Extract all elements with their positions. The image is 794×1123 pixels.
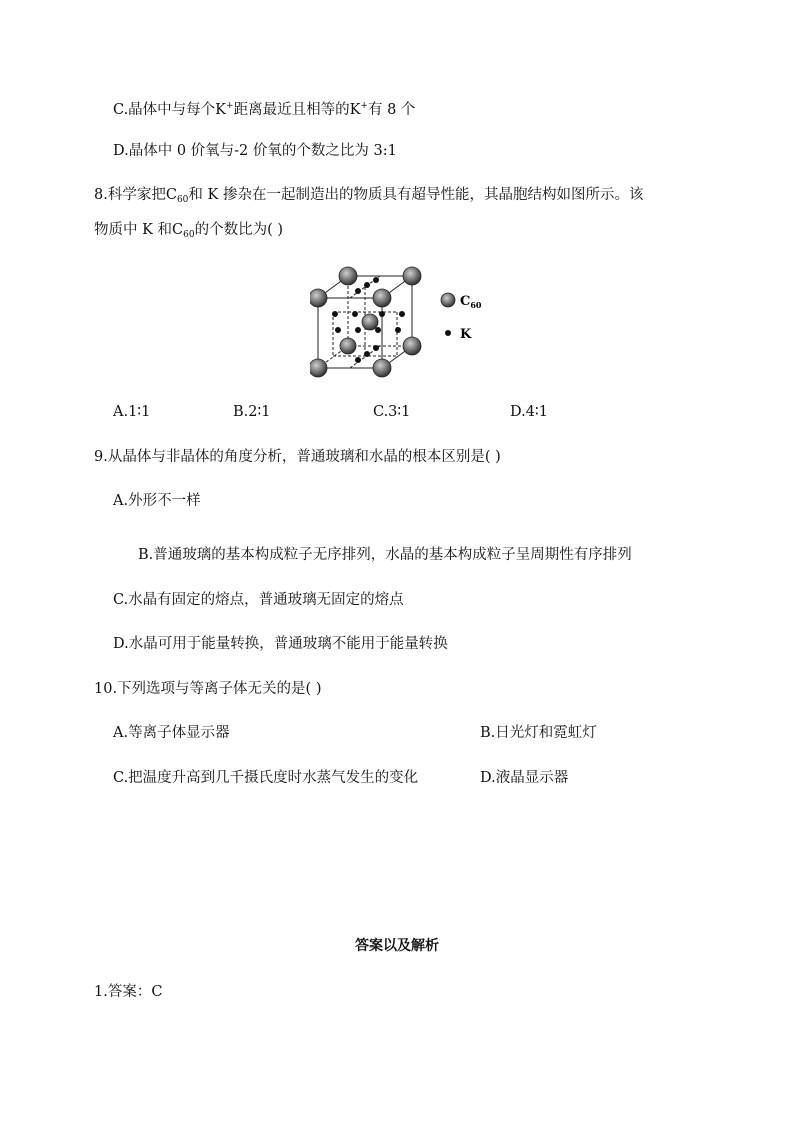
c60-atom — [373, 359, 391, 377]
c60-atom — [373, 289, 391, 307]
q9-option-c: C.水晶有固定的熔点，普通玻璃无固定的熔点 — [113, 592, 404, 608]
answers-title: 答案以及解析 — [355, 938, 439, 954]
q8-stem-line-2 — [94, 220, 283, 245]
q7-optc-text-2: 距离最近且相等的K — [233, 102, 361, 118]
k-atom — [352, 311, 358, 317]
q10-option-a: A.等离子体显示器 — [113, 725, 230, 741]
q9-option-a: A.外形不一样 — [113, 493, 201, 509]
q7-optc-text-3: 有 8 个 — [367, 102, 416, 118]
q8-option-c: C.3∶1 — [373, 404, 411, 420]
legend-c60-base: C — [460, 294, 471, 309]
q8-line2-text-2: 的个数比为( ) — [194, 222, 284, 238]
q8-line1-sub: 60 — [176, 195, 189, 205]
q7-optc-sup-2: + — [360, 101, 368, 111]
q8-line2-sub: 60 — [183, 230, 195, 240]
q9-stem: 9.从晶体与非晶体的角度分析，普通玻璃和水晶的根本区别是( ) — [94, 449, 501, 465]
c60-atom — [310, 289, 327, 307]
q8-option-b: B.2∶1 — [233, 404, 271, 420]
k-atom — [332, 311, 338, 317]
legend-k-icon — [445, 330, 451, 336]
answer-1: 1.答案：C — [94, 984, 163, 1000]
k-atom — [355, 327, 361, 333]
k-atom — [364, 282, 370, 288]
k-atom — [355, 357, 361, 363]
q8-line1-text-1: 8.科学家把C — [94, 187, 177, 203]
q8-option-a: A.1∶1 — [113, 404, 151, 420]
q10-option-d: D.液晶显示器 — [480, 770, 569, 786]
q8-line1-text-2: 和 K 掺杂在一起制造出的物质具有超导性能，其晶胞结构如图所示。该 — [188, 187, 644, 203]
legend-k-label: K — [460, 327, 472, 342]
k-atom — [379, 311, 385, 317]
crystal-cell-figure — [310, 262, 490, 384]
legend-c60-icon — [441, 293, 455, 307]
q8-line2-text-1: 物质中 K 和C — [94, 222, 184, 238]
k-atom — [364, 351, 370, 357]
c60-atom — [403, 267, 421, 285]
q8-option-d: D.4∶1 — [510, 404, 548, 420]
k-atom — [355, 288, 361, 294]
q10-option-c: C.把温度升高到几千摄氏度时水蒸气发生的变化 — [113, 770, 419, 786]
c60-atom — [339, 267, 357, 285]
q10-stem: 10.下列选项与等离子体无关的是( ) — [94, 681, 322, 697]
k-atom — [399, 311, 405, 317]
k-atom — [373, 345, 379, 351]
c60-atom — [340, 338, 356, 354]
c60-atom — [310, 359, 327, 377]
q9-option-b: B.普通玻璃的基本构成粒子无序排列，水晶的基本构成粒子呈周期性有序排列 — [138, 547, 632, 563]
q7-optc-sup-1: + — [226, 101, 234, 111]
k-atom — [373, 277, 379, 283]
q7-option-c — [113, 96, 415, 120]
legend-c60-sub: 60 — [470, 300, 482, 310]
q7-optc-text-1: C.晶体中与每个K — [113, 102, 227, 118]
c60-atom — [403, 337, 421, 355]
q9-option-d: D.水晶可用于能量转换，普通玻璃不能用于能量转换 — [113, 636, 448, 652]
q7-option-d: D.晶体中 0 价氧与-2 价氧的个数之比为 3:1 — [113, 143, 397, 159]
q8-stem-line-1 — [94, 185, 643, 210]
legend-c60-label — [460, 294, 482, 310]
c60-atom — [362, 314, 378, 330]
k-atom — [335, 327, 341, 333]
q10-option-b: B.日光灯和霓虹灯 — [480, 725, 597, 741]
k-atom — [395, 327, 401, 333]
